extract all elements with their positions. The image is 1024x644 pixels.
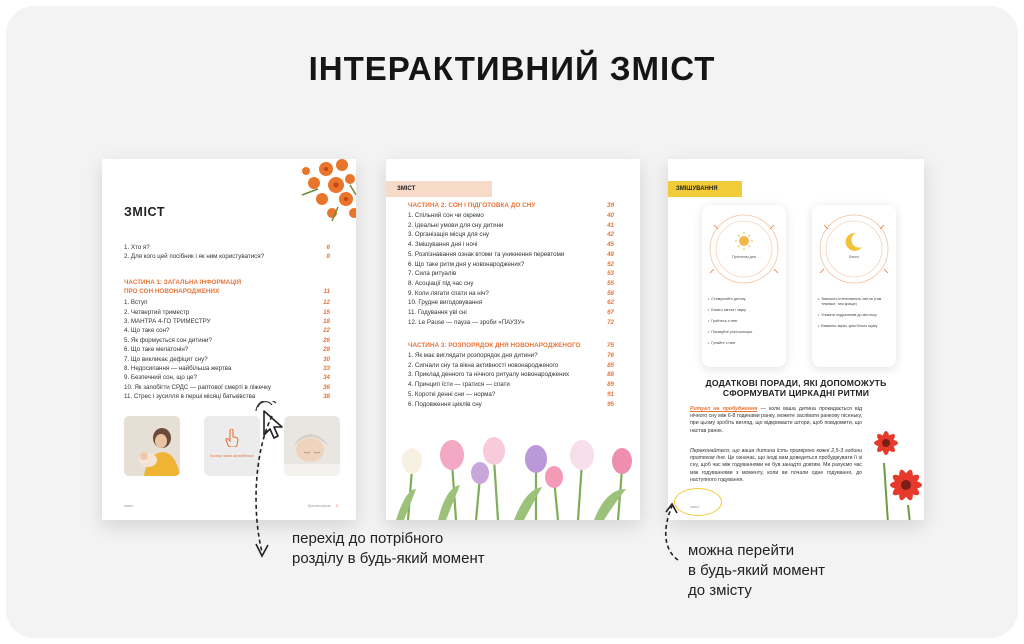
toc-part-link[interactable]: ЧАСТИНА 1: ЗАГАЛЬНА ІНФОРМАЦІЯ [124,279,242,286]
list-item: • Багато світла і звуку [708,308,782,313]
toc-link[interactable]: 9. Безпечний сон, що це? 34 [124,374,330,382]
toc-intro-list [124,243,330,262]
annotation-right: можна перейти в будь-який момент до змісту [688,542,826,599]
toc-link[interactable]: 12. Le Pause — пауза — зроби «ПАУЗУ» 72 [408,318,614,326]
hand-pointer-icon [224,429,240,447]
toc-link[interactable]: 8. Недосипання — найбільша жертва 33 [124,365,330,373]
toc-part-link[interactable]: ЧАСТИНА 3: РОЗПОРЯДОК ДНЯ НОВОНАРОДЖЕНОГО 75 [408,342,614,349]
toc-link[interactable]: 7. Сила ритуалів 53 [408,270,614,278]
card-caption: Протягом дня [731,255,757,259]
toc-part1-list [124,279,330,402]
daytime-list [708,297,782,352]
toc-link[interactable]: 3. Приклад денного та нічного ритуалу новонароджених 88 [408,371,614,379]
highlight-link[interactable]: Ритуал на пробудження [690,406,758,412]
toc-link[interactable]: 9. Коли лягати спати на ніч? 58 [408,289,614,297]
page1-footer [124,503,338,508]
list-item: • Показуйте різні кольори [708,330,782,335]
toc-link[interactable]: 2. Сигнали сну та вікна активності новонародженого 85 [408,361,614,369]
sun-icon [702,211,786,295]
toc-part2-list [408,201,614,327]
red-gerbera-icon [864,413,924,520]
night-card [812,205,896,367]
toc-part-link[interactable]: ЧАСТИНА 2: СОН І ПІДГОТОВКА ДО СНУ 39 [408,202,614,209]
toc-link[interactable]: 2. Четвертий триместр 15 [124,308,330,316]
dashed-arrow-icon [250,412,280,562]
toc-link[interactable]: 10. Як запобігти СРДС — раптової смерті в ліжечку 36 [124,383,330,391]
toc-link[interactable]: 6. Що таке мелатонін? 28 [124,346,330,354]
list-item: • Стимулюйте дитину [708,297,782,302]
toc-link[interactable]: 1. Вступ 12 [124,299,330,307]
toc-page-1 [102,159,356,520]
section-label: ЗМІШУВАННЯ [668,181,742,197]
moon-icon [812,211,896,295]
toc-link[interactable]: 5. Як формується сон дитини? 26 [124,336,330,344]
list-item: • Зменшіть інтенсивність світла (тим темніше, тим краще) [818,297,892,307]
toc-link[interactable]: 3. Організація місця для сну 42 [408,231,614,239]
toc-link[interactable]: 11. Стрес і зусилля в перші місяці батьківства 38 [124,393,330,401]
footer-label: зміст [124,503,134,508]
toc-link[interactable]: 5. Короткі денні сни — норма? 91 [408,390,614,398]
toc-link[interactable]: 7. Що викликає дефіцит сну? 30 [124,355,330,363]
dashed-arrow-up-icon [660,500,686,566]
toc-heading: ЗМІСТ [124,205,166,219]
orange-flowers-icon [292,159,356,227]
toc-link[interactable]: 6. Подовження циклів сну 95 [408,400,614,408]
sleeping-baby-photo [284,416,340,476]
toc-link[interactable]: 10. Грудне вигодовування 62 [408,299,614,307]
footer-handle: @somnakids [307,503,331,508]
toc-link[interactable]: 4. Що таке сон? 22 [124,327,330,335]
toc-link[interactable]: 1. Спільний сон чи окремо 40 [408,212,614,219]
toc-page-2 [386,159,640,520]
toc-link[interactable]: 1. Як має виглядати розпорядок дня дитини? 76 [408,352,614,359]
list-item: • Вимкніть звуки, крім білого шуму [818,324,892,329]
night-list [818,297,892,335]
toc-part3-list [408,341,614,409]
back-to-toc-link[interactable]: зміст [690,504,700,509]
main-title: ІНТЕРАКТИВНИЙ ЗМІСТ [308,50,716,87]
toc-link[interactable]: 5. Розпізнавання ознак втоми та уникнення перевтоми 48 [408,250,614,258]
toc-link[interactable]: 2. Ідеальні умови для сну дитини 41 [408,221,614,229]
list-item: • Гуляйте з нею [708,341,782,346]
daytime-card [702,205,786,367]
annotation-left: перехід до потрібного розділу в будь-який момент [292,530,485,567]
toc-link[interactable]: 8. Асоціації під час сну 55 [408,279,614,287]
toc-link[interactable]: 11. Годування уві сні 67 [408,309,614,317]
toc-link[interactable]: 2. Для кого цей посібник і як ним користуватися? 8 [124,253,330,261]
toc-link[interactable]: 6. Що таке ритм дня у новонароджених? 52 [408,260,614,268]
tulip-flowers-icon [386,429,640,520]
tips-heading: ДОДАТКОВІ ПОРАДИ, ЯКІ ДОПОМОЖУТЬ СФОРМУВАТИ ЦИРКАДНІ РИТМИ [705,378,887,399]
paragraph-wake-ritual: Ритуал на пробудження — коли ваша дитина прокидається від нічного сну між 6-8 годинами ранку, можете заспівати ранкову пісеньку, при цьому зробіть вигляд, що відкриваєте штори, щоб повідомити, що настав ранок. [690,406,862,434]
list-item: • Грайтесь з нею [708,319,782,324]
footer-page-number: 2 [335,503,338,508]
toc-link[interactable]: 3. МАНТРА 4-ГО ТРИМЕСТРУ 18 [124,318,330,325]
badge-text: Кнопки зміни активібельні [210,454,254,458]
mother-baby-photo [124,416,180,476]
toc-link[interactable]: 4. Принцип їсти — гратися — спати 89 [408,381,614,389]
toc-link[interactable]: 1. Хто я? 6 [124,244,330,251]
content-page-3 [668,159,924,520]
toc-link[interactable]: 4. Змішування дня і ночі 45 [408,241,614,249]
card-caption: Вночі [849,255,859,259]
paragraph-feeding: Переконайтеся, що ваша дитина їсть приміряно кожні 2,5-3 години протягом дня. Це означає, що іноді вам доведеться пробуджувати її зі сну, щоб час між годуваннями не був занадто довгим. Ми рахуємо час між годуваннями з моменту, коли ви почали одне годування, до наступного годування. [690,448,862,483]
list-item: • Уникати подразників до мін-ньку [818,313,892,318]
section-label: ЗМІСТ [386,181,492,197]
toc-part-link[interactable]: ПРО СОН НОВОНАРОДЖЕНИХ 11 [124,287,330,295]
